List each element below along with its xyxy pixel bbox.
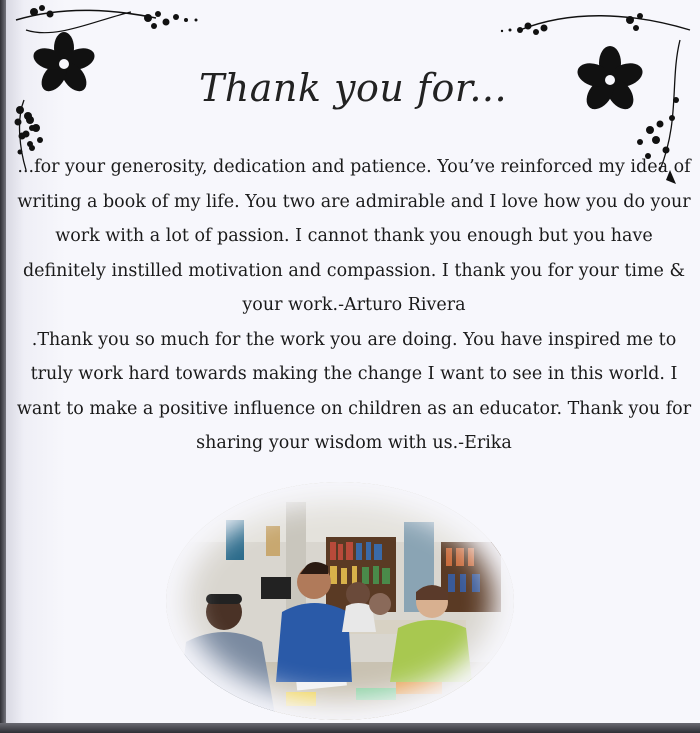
page-title: Thank you for...: [198, 66, 508, 110]
note-erika: .Thank you so much for the work you are doing. You have inspired me to truly work hard towards making the change I want to see in this world. I want to make a positive influence on children as an educator. Thank you for sharing your wisdom with us.-Erika: [16, 329, 692, 453]
thank-you-notes: [12, 150, 696, 461]
page-bottom-edge: [0, 723, 700, 733]
scrapbook-page: [6, 0, 700, 724]
classroom-photo: [166, 482, 514, 720]
note-arturo-rivera: ...for your generosity, dedication and patience. You’ve reinforced my idea of writing a book of my life. You two are admirable and I love how you do your work with a lot of passion. I cannot thank you enough but you have definitely instilled motivation and compassion. I thank you for your time & your work.-Arturo Rivera: [17, 157, 691, 315]
